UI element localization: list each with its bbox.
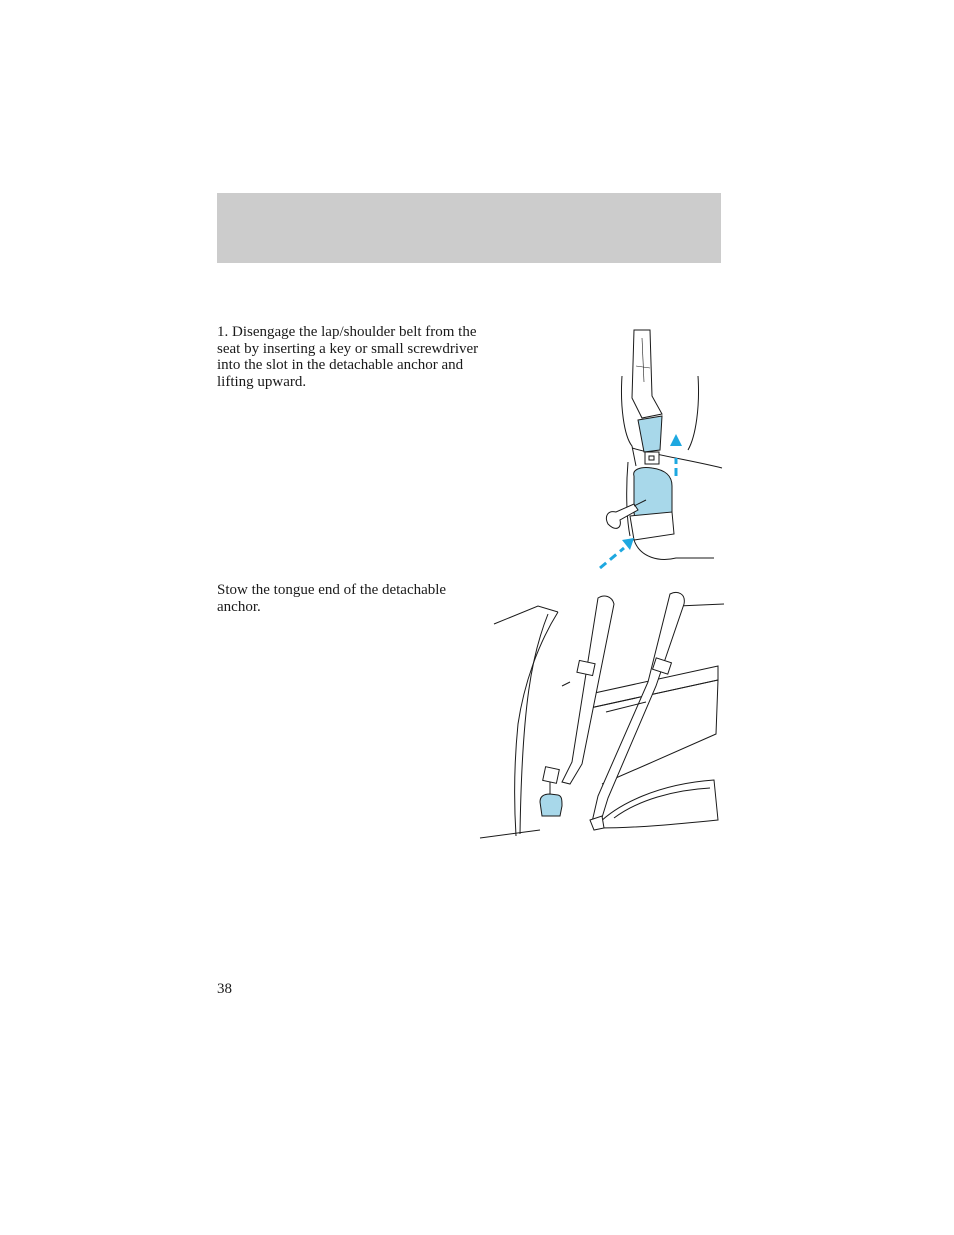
section-header-band <box>217 193 721 263</box>
page-number: 38 <box>217 981 232 997</box>
roof-line <box>494 606 558 624</box>
belt-tongue-plate <box>638 416 662 452</box>
left-belt-tongue <box>543 767 560 784</box>
belt-webbing <box>632 330 662 418</box>
right-belt-anchor <box>590 816 604 830</box>
left-belt-guide <box>577 660 595 675</box>
lift-arrow <box>670 434 682 476</box>
insert-arrow <box>600 538 634 568</box>
key-release-anchor-illustration <box>590 326 730 576</box>
pillar-shadow <box>562 682 570 686</box>
left-tongue-stowed <box>540 794 562 816</box>
tongue-slot <box>645 452 659 464</box>
stowed-belt-illustration <box>478 584 728 842</box>
buckle-base <box>634 540 714 559</box>
seat-side-edge <box>627 462 630 536</box>
seat-back-outline-right <box>688 376 699 450</box>
step-1-instruction: 1. Disengage the lap/shoulder belt from the seat by inserting a key or small screwdriver into the slot in the detachable anchor and lifting upward. <box>217 324 479 390</box>
buckle-collar <box>630 512 674 540</box>
seat-cushion <box>598 780 718 828</box>
roof-line-right <box>678 604 724 606</box>
floor-line <box>480 830 540 838</box>
stow-instruction: Stow the tongue end of the detachable anchor. <box>217 582 447 615</box>
bulkhead-panel <box>590 680 718 784</box>
